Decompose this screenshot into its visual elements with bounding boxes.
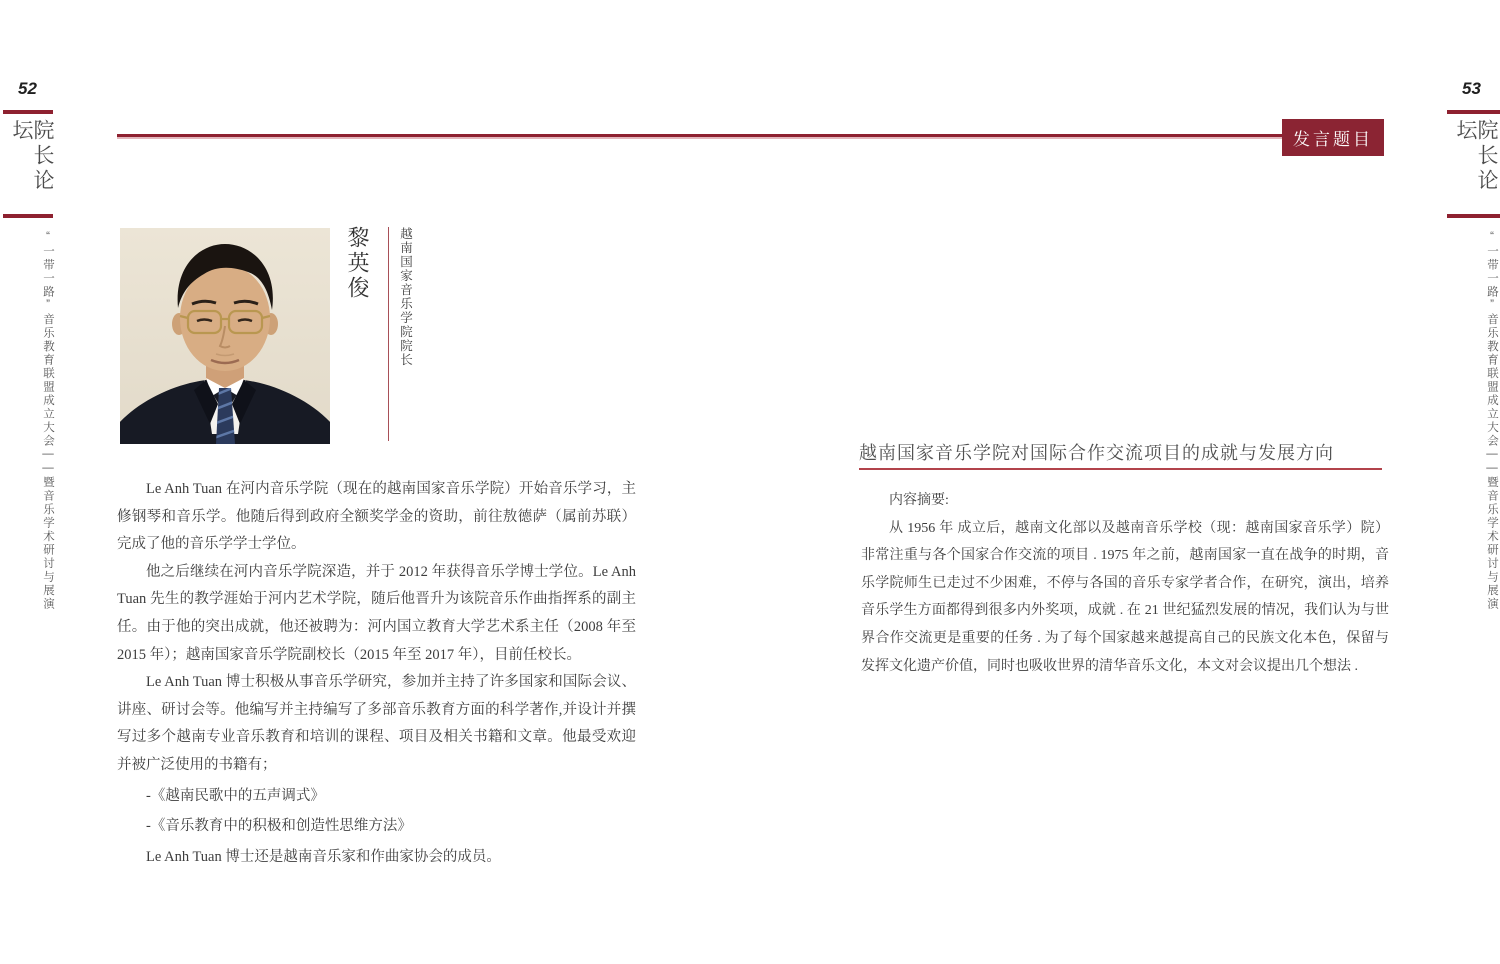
speaker-name: 黎英俊: [345, 226, 370, 301]
left-sidebar-event-title: “一带一路”音乐教育联盟成立大会——暨音乐学术研讨与展演: [42, 230, 54, 611]
speaker-name-rule: [388, 227, 389, 441]
right-sidebar-rule-top: [1447, 110, 1500, 114]
bio-paragraph: Le Anh Tuan 在河内音乐学院（现在的越南国家音乐学院）开始音乐学习，主修钢琴和音乐学。他随后得到政府全额奖学金的资助，前往敖德萨（属前苏联）完成了他的音乐学学士学位。: [117, 481, 636, 553]
speaker-bio: [117, 476, 636, 871]
speech-title: 越南国家音乐学院对国际合作交流项目的成就与发展方向: [859, 443, 1334, 463]
left-sidebar-forum-title: 院长论坛: [10, 119, 54, 194]
speech-abstract: [861, 487, 1389, 680]
speech-title-rule: [859, 468, 1382, 470]
header-rule: [117, 134, 1282, 139]
portrait-photo: [120, 228, 330, 444]
abstract-label: 内容摘要:: [889, 493, 949, 508]
bio-paragraph: 他之后继续在河内音乐学院深造，并于 2012 年获得音乐学博士学位。Le Anh Tuan 先生的教学涯始于河内艺术学院，随后他晋升为该院音乐作曲指挥系的副主任。由于他的突出成就，他还被聘为：河内国立教育大学艺术系主任（2008 年至 2015 年）；越南国家音乐学院副校长（2015 年至 2017 年），目前任校长。: [117, 563, 636, 663]
right-sidebar-event-title: “一带一路”音乐教育联盟成立大会——暨音乐学术研讨与展演: [1486, 230, 1498, 611]
bio-paragraph: Le Anh Tuan 博士积极从事音乐学研究，参加并主持了许多国家和国际会议、讲座、研讨会等。他编写并主持编写了多部音乐教育方面的科学著作,并设计并撰写过多个越南专业音乐教育和培训的课程、项目及相关书籍和文章。他最受欢迎并被广泛使用的书籍有；: [117, 674, 636, 773]
abstract-text: 从 1956 年 成立后，越南文化部以及越南音乐学校（现：越南国家音乐学）院）非常注重与各个国家合作交流的项目 . 1975 年之前，越南国家一直在战争的时期，音乐学院师生已走过不少困难，不停与各国的音乐专家学者合作，在研究，演出，培养音乐学生方面都得到很多内外奖项，成就 . 在 21 世纪猛烈发展的情况，我们认为与世界合作交流更是重要的任务 . 为了每个国家越来越提高自己的民族文化本色，保留与发挥文化遗产价值，同时也吸收世界的清华音乐文化，本文对会议提出几个想法 .: [861, 520, 1389, 674]
book-list-item: -《越南民歌中的五声调式》: [146, 787, 325, 804]
bio-closing: Le Anh Tuan 博士还是越南音乐家和作曲家协会的成员。: [146, 848, 501, 865]
portrait-photo-illustration: [120, 228, 330, 444]
left-sidebar-rule-bottom: [3, 214, 53, 218]
speech-topic-badge: 发言题目: [1282, 119, 1384, 156]
left-page-number: 52: [18, 79, 37, 98]
right-sidebar-rule-bottom: [1447, 214, 1500, 218]
right-page-number: 53: [1462, 79, 1481, 98]
speaker-title: 越南国家音乐学院院长: [398, 227, 413, 367]
right-sidebar-forum-title: 院长论坛: [1454, 119, 1498, 194]
book-list-item: -《音乐教育中的积极和创造性思维方法》: [146, 818, 412, 835]
left-sidebar-rule-top: [3, 110, 53, 114]
